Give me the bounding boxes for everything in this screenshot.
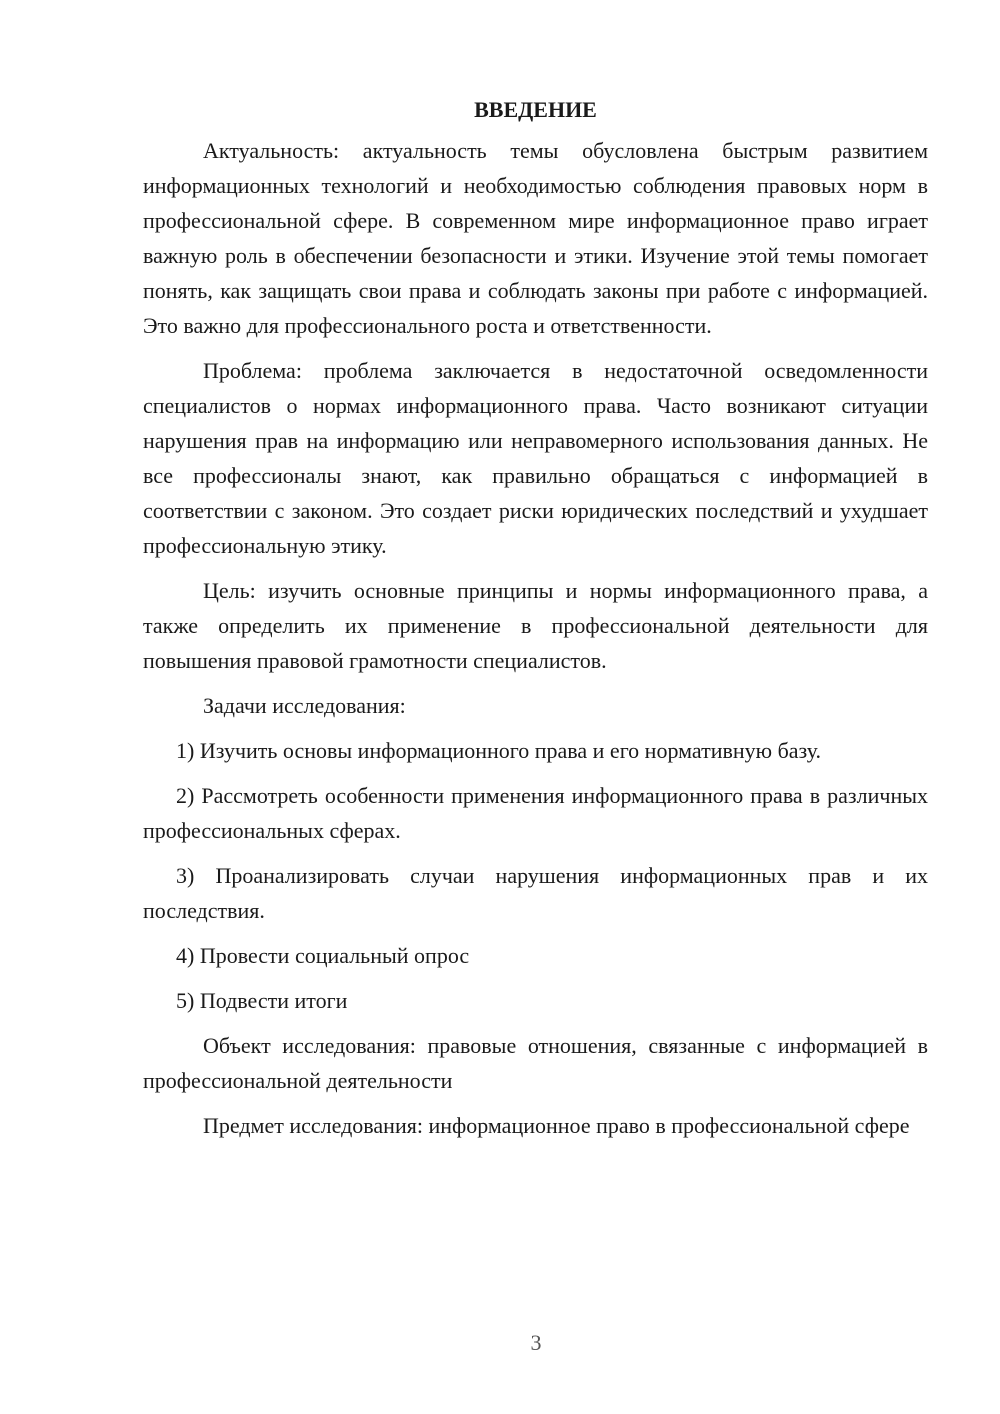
subject-paragraph: Предмет исследования: информационное право в профессиональной сфере xyxy=(203,1113,910,1138)
tasks-list xyxy=(143,733,928,1018)
object-paragraph: Объект исследования: правовые отношения, связанные с информацией в профессиональной деятельности xyxy=(143,1033,928,1093)
list-item: 1) Изучить основы информационного права и его нормативную базу. xyxy=(176,738,822,763)
list-item: 3) Проанализировать случаи нарушения информационных прав и их последствия. xyxy=(143,863,928,923)
list-item: 4) Провести социальный опрос xyxy=(176,943,470,968)
document-page xyxy=(143,92,928,1153)
relevance-paragraph: Актуальность: актуальность темы обусловлена быстрым развитием информационных технологий и необходимостью соблюдения правовых норм в профессиональной сфере. В современном мире информационное право играет важную роль в обеспечении безопасности и этики. Изучение этой темы помогает понять, как защищать свои права и соблюдать законы при работе с информацией. Это важно для профессионального роста и ответственности. xyxy=(143,138,928,338)
page-number: 3 xyxy=(530,1330,542,1355)
problem-paragraph: Проблема: проблема заключается в недостаточной осведомленности специалистов о нормах информационного права. Часто возникают ситуации нарушения прав на информацию или неправомерного использования данных. Не все профессионалы знают, как правильно обращаться с информацией в соответствии с законом. Это создает риски юридических последствий и ухудшает профессиональную этику. xyxy=(143,358,928,558)
goal-paragraph: Цель: изучить основные принципы и нормы информационного права, а также определить их применение в профессиональной деятельности для повышения правовой грамотности специалистов. xyxy=(143,578,928,673)
section-title: ВВЕДЕНИЕ xyxy=(474,97,597,122)
list-item: 5) Подвести итоги xyxy=(176,988,348,1013)
tasks-heading: Задачи исследования: xyxy=(203,693,406,718)
list-item: 2) Рассмотреть особенности применения информационного права в различных профессиональных сферах. xyxy=(143,783,928,843)
